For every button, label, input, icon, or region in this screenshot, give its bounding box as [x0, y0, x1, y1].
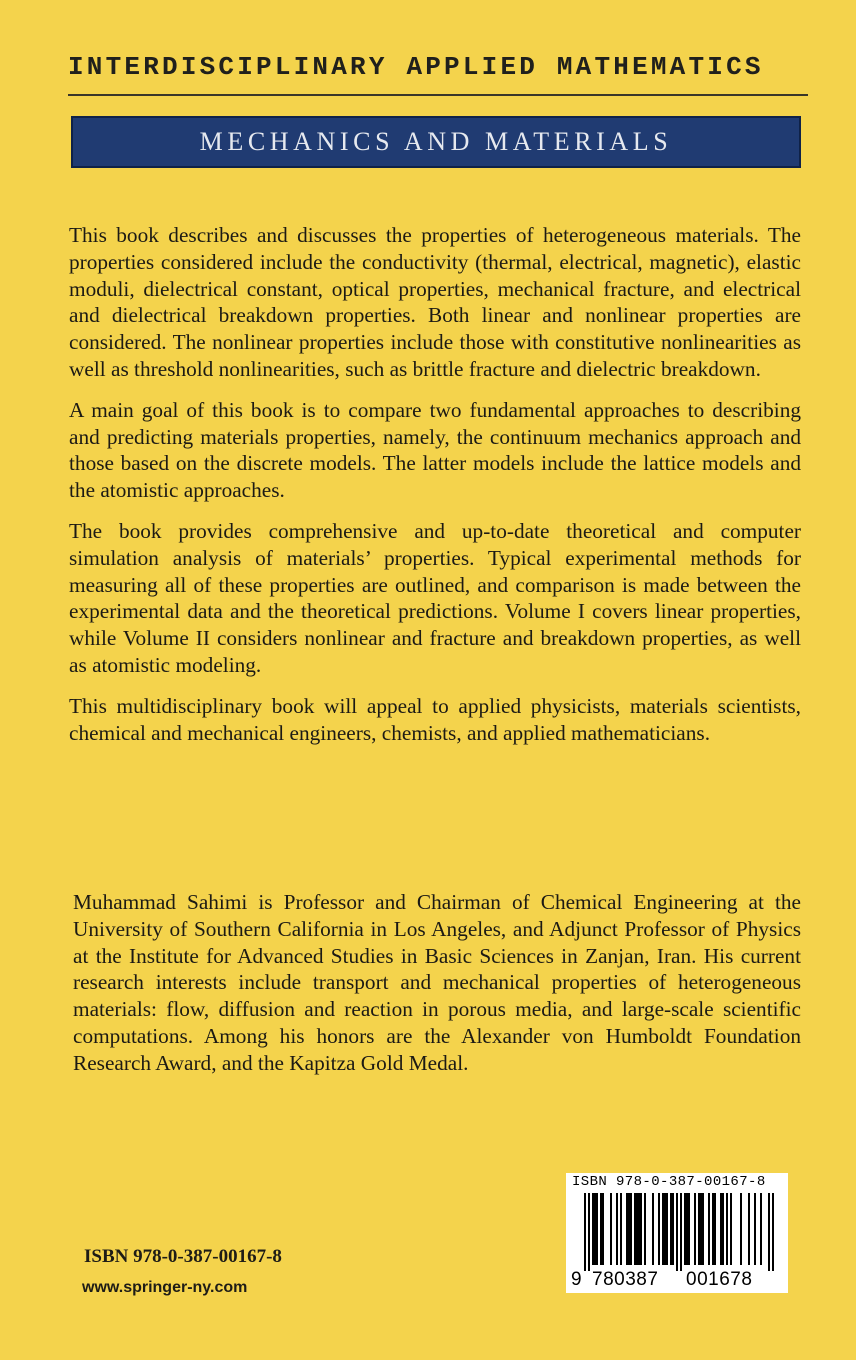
barcode-digit-left-group: 780387 — [592, 1269, 659, 1290]
barcode-bar — [664, 1193, 666, 1265]
barcode-bar — [628, 1193, 630, 1265]
barcode-bar — [658, 1193, 660, 1265]
barcode-bar — [602, 1193, 604, 1265]
barcode-bar — [610, 1193, 612, 1265]
barcode-bars — [566, 1193, 788, 1271]
barcode-bar — [596, 1193, 598, 1265]
series-title: INTERDISCIPLINARY APPLIED MATHEMATICS — [68, 52, 764, 82]
barcode-bar — [694, 1193, 696, 1265]
barcode-bar — [722, 1193, 724, 1265]
subject-banner-text: MECHANICS AND MATERIALS — [199, 127, 673, 156]
barcode-bar — [714, 1193, 716, 1265]
barcode-bar — [720, 1193, 722, 1265]
barcode-bar — [662, 1193, 664, 1265]
barcode-isbn-label: ISBN 978-0-387-00167-8 — [572, 1174, 766, 1190]
barcode-bar — [768, 1193, 770, 1271]
barcode-bar — [740, 1193, 742, 1265]
author-bio-text: Muhammad Sahimi is Professor and Chairman of Chemical Engineering at the University of Southern California in Los Angeles, and Adjunct Professor of Physics at the Institute for Advanced Studies in Basic Sciences in Zanjan, Iran. His current research interests include transport and mechanical properties of heterogeneous materials: flow, diffusion and reaction in porous media, and large-scale scientific computations. Among his honors are the Alexander von Humboldt Foundation Research Award, and the Kapitza Gold Medal. — [73, 890, 801, 1075]
author-bio — [73, 889, 801, 1077]
barcode-bar — [616, 1193, 618, 1265]
barcode-bar — [670, 1193, 672, 1265]
subject-banner — [71, 116, 801, 168]
barcode-bar — [640, 1193, 642, 1265]
barcode-bar — [636, 1193, 638, 1265]
barcode-bar — [708, 1193, 710, 1265]
barcode-bar — [698, 1193, 700, 1265]
isbn-text: ISBN 978-0-387-00167-8 — [84, 1246, 282, 1267]
barcode-bar — [630, 1193, 632, 1265]
barcode-bar — [638, 1193, 640, 1265]
barcode-bar — [634, 1193, 636, 1265]
barcode-bar — [588, 1193, 590, 1271]
barcode-bar — [584, 1193, 586, 1271]
barcode-bar — [760, 1193, 762, 1265]
barcode-bar — [594, 1193, 596, 1265]
barcode-bar — [700, 1193, 702, 1265]
barcode-bar — [680, 1193, 682, 1271]
barcode-bar — [730, 1193, 732, 1265]
book-description — [69, 222, 801, 760]
barcode-digit-right-group: 001678 — [686, 1269, 753, 1290]
description-paragraph: The book provides comprehensive and up-to-date theoretical and computer simulation analysis of materials’ properties. Typical experimental methods for measuring all of these properties are outlined, and comparison is made between the experimental data and the theoretical predictions. Volume I covers linear properties, while Volume II considers nonlinear and fracture and breakdown properties, as well as atomistic modeling. — [69, 518, 801, 677]
barcode-bar — [652, 1193, 654, 1265]
description-paragraph: This book describes and discusses the properties of heterogeneous materials. The properties considered include the conductivity (thermal, electrical, magnetic), elastic moduli, dielectrical constant, optical properties, mechanical fracture, and electrical and dielectrical breakdown properties. Both linear and nonlinear properties are considered. The nonlinear properties include those with constitutive nonlinearities as well as threshold nonlinearities, such as brittle fracture and dielectric breakdown. — [69, 223, 801, 381]
barcode-bar — [620, 1193, 622, 1265]
barcode-bar — [676, 1193, 678, 1271]
barcode-bar — [626, 1193, 628, 1265]
barcode-bar — [702, 1193, 704, 1265]
barcode-bar — [666, 1193, 668, 1265]
barcode-bar — [726, 1193, 728, 1265]
series-rule — [68, 94, 808, 96]
barcode — [566, 1173, 788, 1293]
barcode-bar — [772, 1193, 774, 1271]
description-paragraph: This multidisciplinary book will appeal to applied physicists, materials scientists, chemical and mechanical engineers, chemists, and applied mathematicians. — [69, 693, 801, 745]
barcode-bar — [712, 1193, 714, 1265]
publisher-website: www.springer-ny.com — [82, 1279, 248, 1296]
barcode-bar — [592, 1193, 594, 1265]
description-paragraph: A main goal of this book is to compare two fundamental approaches to describing and predicting materials properties, namely, the continuum mechanics approach and those based on the discrete models. The latter models include the lattice models and the atomistic approaches. — [69, 397, 801, 503]
barcode-bar — [600, 1193, 602, 1265]
barcode-bar — [672, 1193, 674, 1265]
barcode-bar — [748, 1193, 750, 1265]
barcode-bar — [754, 1193, 756, 1265]
barcode-bar — [688, 1193, 690, 1265]
barcode-digit-lead: 9 — [571, 1269, 583, 1290]
barcode-bar — [684, 1193, 686, 1265]
barcode-bar — [644, 1193, 646, 1265]
barcode-bar — [686, 1193, 688, 1265]
